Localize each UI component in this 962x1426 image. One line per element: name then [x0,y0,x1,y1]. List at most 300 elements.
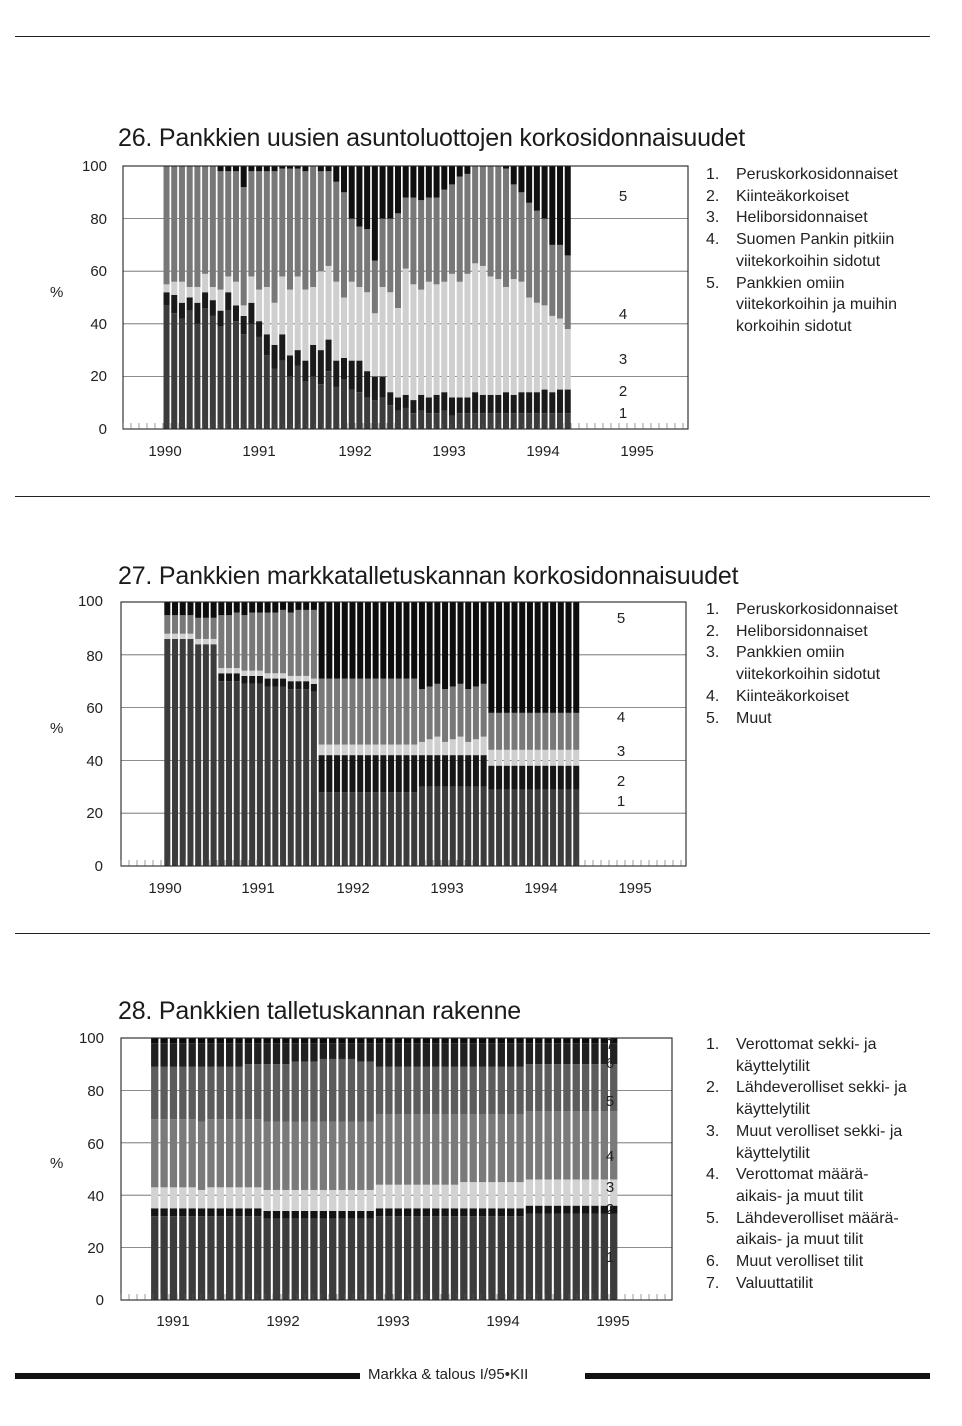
bar-segment [527,602,533,713]
bar-segment [342,792,348,866]
bar-segment [427,755,433,787]
bar-segment [434,284,440,394]
bar-segment [264,166,270,171]
bar-segment [565,166,571,255]
chart-26-ytick: 0 [98,421,107,438]
bar-segment [264,334,270,355]
bar-segment [573,750,579,766]
bar-segment [496,713,502,750]
bar-segment [542,305,548,389]
bar-segment [550,750,556,766]
bar-segment [504,713,510,750]
bar-segment [160,1216,167,1300]
chart-28-stack-label: 4 [605,1148,615,1165]
bar-segment [403,408,409,429]
bar-segment [387,292,393,392]
bar-segment [194,166,200,287]
bar-segment [411,745,417,756]
bar-segment [526,166,532,203]
bar-segment [479,1043,486,1067]
bar-segment [403,792,409,866]
bar-segment [164,305,170,429]
bar-segment [413,1067,420,1114]
bar-segment [334,755,340,792]
bar-segment [544,1043,551,1064]
bar-segment [282,1190,289,1211]
bar-segment [451,1185,458,1209]
chart-27-stack-label: 2 [616,773,626,790]
bar-segment [203,618,209,639]
bar-segment [249,684,255,866]
bar-segment [450,755,456,787]
bar-segment [218,326,224,429]
bar-segment [395,1043,402,1067]
legend-text: Muut verolliset sekki- ja käyttelytilit [736,1122,903,1162]
bar-segment [554,1214,561,1300]
bar-segment [187,298,193,311]
bar-segment [480,395,486,413]
bar-segment [342,755,348,792]
bar-segment [442,689,448,742]
bar-segment [465,602,471,689]
bar-segment [151,1067,158,1119]
bar-segment [318,171,324,271]
bar-segment [348,1219,355,1300]
bar-segment [488,395,494,413]
bar-segment [310,1062,317,1122]
bar-segment [380,397,386,429]
bar-segment [310,1211,317,1219]
chart-27-ytick: 60 [86,700,103,717]
bar-segment [519,750,525,766]
bar-segment [535,1064,542,1111]
bar-segment [211,602,217,618]
bar-segment [385,1043,392,1067]
bar-segment [273,1211,280,1219]
bar-segment [226,1067,233,1119]
chart-28-ylabel: % [50,1155,64,1172]
bar-segment [288,676,294,681]
bar-segment [591,1064,598,1111]
bar-segment [404,1067,411,1114]
chart-28-ytick: 40 [87,1188,104,1205]
bar-segment [488,602,494,713]
bar-segment [357,1043,364,1061]
bar-segment [225,292,231,310]
bar-segment [319,745,325,756]
legend-item [706,1164,936,1207]
legend-item [706,207,936,229]
legend-number: 1. [706,166,720,183]
bar-segment [265,613,271,674]
bar-segment [273,1122,280,1190]
bar-segment [160,1208,167,1216]
bar-segment [558,789,564,866]
legend-item [706,1273,936,1295]
bar-segment [451,1067,458,1114]
bar-segment [218,171,224,289]
bar-segment [504,789,510,866]
bar-segment [544,1064,551,1111]
legend-number: 3. [706,644,720,662]
bar-segment [189,1208,196,1216]
bar-segment [334,679,340,745]
bar-segment [357,679,363,745]
bar-segment [365,745,371,756]
bar-segment [329,1043,336,1059]
bar-segment [310,1219,317,1300]
bar-segment [356,226,362,286]
bar-segment [349,745,355,756]
legend-number: 2. [706,187,720,205]
bar-segment [450,739,456,755]
bar-segment [563,1179,570,1205]
bar-segment [385,1216,392,1300]
bar-segment [432,1043,439,1067]
bar-segment [195,618,201,639]
bar-segment [426,282,432,398]
bar-segment [404,1216,411,1300]
bar-segment [218,673,224,681]
bar-segment [419,755,425,787]
bar-segment [226,1038,233,1043]
bar-segment [302,290,308,361]
bar-segment [404,1114,411,1185]
bar-segment [302,171,308,289]
bar-segment [418,290,424,395]
bar-segment [535,713,541,750]
bar-segment [441,1067,448,1114]
bar-segment [264,287,270,334]
bar-segment [526,1064,533,1111]
bar-segment [310,1190,317,1211]
bar-segment [179,1208,186,1216]
chart-28-stack-label: 2 [605,1201,615,1218]
legend-number: 5. [706,1209,720,1227]
bar-segment [310,1043,317,1061]
bar-segment [329,1122,336,1190]
bar-segment [357,1122,364,1190]
bar-segment [207,1208,214,1216]
bar-segment [563,1038,570,1043]
bar-segment [481,755,487,787]
bar-segment [565,413,571,429]
bar-segment [241,334,247,429]
bar-segment [451,1208,458,1216]
bar-segment [254,1208,261,1216]
bar-segment [549,166,555,245]
bar-segment [341,358,347,379]
chart-27-xtick: 1995 [618,880,652,897]
bar-segment [472,263,478,392]
bar-segment [511,766,517,790]
bar-segment [234,668,240,673]
bar-segment [550,766,556,790]
bar-segment [403,602,409,679]
bar-segment [248,303,254,324]
bar-segment [320,1043,327,1059]
bar-segment [364,371,370,397]
legend-number: 5. [706,709,720,727]
bar-segment [423,1043,430,1067]
bar-segment [338,1038,345,1043]
bar-segment [488,1208,495,1216]
bar-segment [189,1216,196,1300]
bar-segment [225,276,231,292]
bar-segment [210,287,216,300]
bar-segment [470,1038,477,1043]
bar-segment [434,413,440,429]
bar-segment [235,1119,242,1187]
bar-segment [338,1219,345,1300]
bar-segment [254,1043,261,1064]
bar-segment [282,1211,289,1219]
chart-27-ytick: 80 [86,648,103,665]
bar-segment [288,689,294,866]
legend-text: Lähdeverolliset sekki- ja käyttelytilit [736,1079,907,1119]
bar-segment [449,416,455,429]
bar-segment [563,1111,570,1179]
chart-27-ytick: 40 [86,753,103,770]
bar-segment [464,166,470,174]
bar-segment [217,1119,224,1187]
bar-segment [465,742,471,755]
bar-segment [376,1043,383,1067]
bar-segment [549,392,555,413]
chart-26-ytick: 100 [81,158,107,175]
bar-segment [367,1211,374,1219]
bar-segment [526,1043,533,1064]
legend-item [706,186,936,208]
chart-27-xtick: 1994 [524,880,558,897]
bar-segment [411,755,417,792]
bar-segment [326,266,332,340]
bar-segment [388,792,394,866]
bar-segment [554,1179,561,1205]
bar-segment [241,305,247,316]
bar-segment [549,245,555,316]
bar-segment [479,1114,486,1182]
bar-segment [481,684,487,737]
bar-segment [526,1206,533,1214]
bar-segment [380,745,386,756]
bar-segment [549,413,555,429]
bar-segment [295,366,301,429]
bar-segment [557,166,563,245]
bar-segment [349,219,355,282]
bar-segment [504,602,510,713]
bar-segment [263,1190,270,1211]
bar-segment [272,679,278,687]
bar-segment [460,1216,467,1300]
bar-segment [218,290,224,311]
bar-segment [460,1208,467,1216]
chart-26-title: 26. Pankkien uusien asuntoluottojen korkosidonnaisuudet [118,124,745,152]
bar-segment [189,1067,196,1119]
bar-segment [334,602,340,679]
legend-text: Pankkien omiin viitekorkoihin sidotut [736,644,881,684]
legend-item [706,599,936,621]
bar-segment [333,387,339,429]
bar-segment [256,171,262,289]
bar-segment [272,369,278,429]
bar-segment [479,1208,486,1216]
chart-28-stack-label: 7 [605,1036,615,1053]
bar-segment [151,1043,158,1067]
bar-segment [303,689,309,866]
bar-segment [357,755,363,792]
legend-number: 4. [706,1166,720,1184]
bar-segment [164,284,170,292]
bar-segment [498,1038,505,1043]
bar-segment [516,1114,523,1182]
bar-segment [442,787,448,866]
bar-segment [303,602,309,610]
legend-number: 2. [706,622,720,640]
bar-segment [249,602,255,613]
bar-segment [226,668,232,673]
bar-segment [549,316,555,392]
bar-segment [582,1043,589,1064]
bar-segment [226,1043,233,1067]
chart-26-xtick: 1990 [148,443,182,460]
bar-segment [235,1043,242,1067]
bar-segment [395,166,401,213]
bar-segment [591,1043,598,1064]
bar-segment [365,792,371,866]
bar-segment [535,789,541,866]
bar-segment [441,282,447,392]
bar-segment [566,713,572,750]
bar-segment [591,1206,598,1214]
bar-segment [376,1208,383,1216]
bar-segment [395,1216,402,1300]
bar-segment [217,1067,224,1119]
bar-segment [427,602,433,686]
legend-item [706,708,936,730]
bar-segment [457,602,463,684]
chart-28-ytick: 0 [95,1292,104,1309]
bar-segment [481,602,487,684]
bar-segment [195,644,201,866]
bar-segment [329,1219,336,1300]
chart-26-ytick: 20 [90,368,107,385]
bar-segment [511,395,517,413]
bar-segment [170,1187,177,1208]
bar-segment [457,282,463,398]
chart-28-stack-label: 5 [605,1093,615,1110]
bar-segment [234,681,240,866]
bar-segment [170,1216,177,1300]
bar-segment [320,1219,327,1300]
bar-segment [273,1190,280,1211]
bar-segment [341,379,347,429]
bar-segment [198,1122,205,1190]
bar-segment [170,1119,177,1187]
bar-segment [427,739,433,755]
bar-segment [395,411,401,429]
bar-segment [326,792,332,866]
bar-segment [257,684,263,866]
bar-segment [234,673,240,681]
bar-segment [563,1206,570,1214]
bar-segment [187,634,193,639]
bar-segment [457,737,463,755]
bar-segment [488,713,494,750]
bar-segment [542,713,548,750]
bar-segment [218,166,224,171]
legend-number: 4. [706,231,720,249]
bar-segment [341,298,347,358]
bar-segment [465,755,471,787]
bar-segment [442,755,448,787]
bar-segment [179,1043,186,1067]
bar-segment [301,1219,308,1300]
bar-segment [419,787,425,866]
bar-segment [380,602,386,679]
bar-segment [241,316,247,334]
bar-segment [164,602,170,615]
bar-segment [450,602,456,686]
bar-segment [395,1114,402,1185]
bar-segment [265,602,271,613]
bar-segment [171,166,177,282]
bar-segment [542,413,548,429]
bar-segment [479,1038,486,1043]
bar-segment [573,766,579,790]
bar-segment [210,316,216,429]
bar-segment [534,166,540,211]
bar-segment [367,1219,374,1300]
chart-28-stack-label: 3 [605,1179,615,1196]
bar-segment [526,1179,533,1205]
bar-segment [326,755,332,792]
bar-segment [558,766,564,790]
bar-segment [527,789,533,866]
bar-segment [311,692,317,866]
bar-segment [160,1038,167,1043]
bar-segment [211,639,217,644]
bar-segment [434,198,440,285]
bar-segment [248,166,254,171]
bar-segment [280,673,286,678]
bar-segment [542,166,548,219]
bar-segment [470,1182,477,1208]
bar-segment [217,1187,224,1208]
bar-segment [151,1216,158,1300]
bar-segment [226,1216,233,1300]
bar-segment [535,750,541,766]
footer-bar-left [15,1373,360,1379]
bar-segment [488,1067,495,1114]
bar-segment [432,1114,439,1185]
bar-segment [503,392,509,413]
bar-segment [235,1208,242,1216]
bar-segment [380,792,386,866]
bar-segment [450,686,456,739]
bar-segment [233,171,239,281]
bar-segment [288,681,294,689]
bar-segment [441,392,447,410]
bar-segment [218,311,224,327]
bar-segment [380,755,386,792]
bar-segment [554,1206,561,1214]
bar-segment [573,789,579,866]
bar-segment [516,1067,523,1114]
bar-segment [171,282,177,295]
bar-segment [518,282,524,392]
chart-26-stack-label: 5 [618,188,628,205]
